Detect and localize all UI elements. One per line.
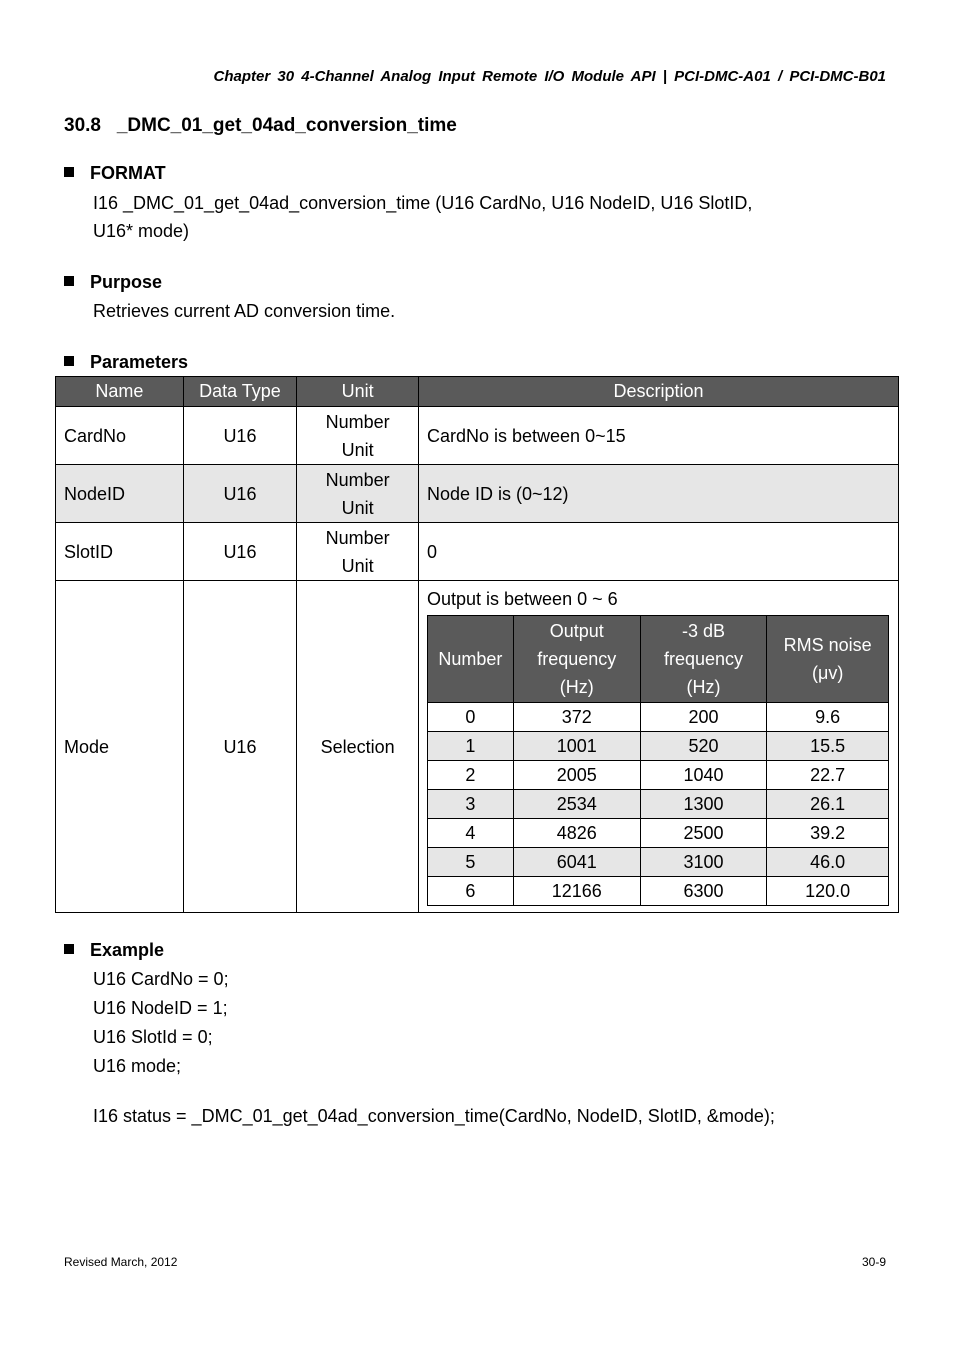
bullet-square-icon — [64, 944, 74, 954]
param-unit: Selection — [297, 581, 419, 913]
footer-page-number: 30-9 — [861, 1255, 886, 1269]
param-name: CardNo — [56, 407, 184, 465]
parameters-table — [55, 376, 899, 913]
mode-column-number: Number — [427, 616, 513, 703]
section-function-name: _DMC_01_get_04ad_conversion_time — [116, 115, 457, 136]
column-header-unit: Unit — [297, 377, 419, 407]
mode-header-row — [427, 616, 888, 703]
bullet-square-icon — [64, 276, 74, 286]
parameters-header-row — [56, 377, 899, 407]
table-row — [56, 465, 899, 523]
purpose-heading: Purpose — [64, 272, 162, 293]
column-header-data-type: Data Type — [183, 377, 297, 407]
format-line: I16 _DMC_01_get_04ad_conversion_time (U16 CardNo, U16 NodeID, U16 SlotID, — [93, 193, 753, 213]
table-row: 1 1001 520 15.5 — [427, 732, 888, 761]
example-line: U16 NodeID = 1; — [93, 998, 228, 1018]
example-heading: Example — [64, 940, 164, 961]
table-row: 2 2005 1040 22.7 — [427, 761, 888, 790]
column-header-description: Description — [418, 377, 898, 407]
param-name: NodeID — [56, 465, 184, 523]
table-row — [56, 523, 899, 581]
format-signature — [93, 189, 752, 245]
table-row: 0 372 200 9.6 — [427, 703, 888, 732]
table-row: 6 12166 6300 120.0 — [427, 877, 888, 906]
mode-column-output-frequency: Output frequency (Hz) — [513, 616, 640, 703]
table-row: 3 2534 1300 26.1 — [427, 790, 888, 819]
format-line: U16* mode) — [93, 221, 190, 241]
column-header-name: Name — [56, 377, 184, 407]
example-line: U16 CardNo = 0; — [93, 969, 229, 989]
param-type: U16 — [183, 407, 297, 465]
mode-table — [427, 615, 889, 906]
param-description: Node ID is (0~12) — [418, 465, 898, 523]
mode-column-3db-frequency: -3 dB frequency (Hz) — [640, 616, 767, 703]
param-type: U16 — [183, 523, 297, 581]
example-line: U16 SlotId = 0; — [93, 1027, 213, 1047]
example-call: I16 status = _DMC_01_get_04ad_conversion_time(CardNo, NodeID, SlotID, &mode); — [93, 1106, 775, 1126]
param-description: CardNo is between 0~15 — [418, 407, 898, 465]
bullet-square-icon — [64, 356, 74, 366]
bullet-square-icon — [64, 167, 74, 177]
table-row — [56, 407, 899, 465]
section-number: 30.8 — [64, 115, 101, 136]
table-row: 4 4826 2500 39.2 — [427, 819, 888, 848]
param-name: Mode — [56, 581, 184, 913]
example-line: U16 mode; — [93, 1056, 182, 1076]
purpose-text: Retrieves current AD conversion time. — [93, 301, 396, 321]
format-heading: FORMAT — [64, 163, 166, 184]
footer-revision: Revised March, 2012 — [64, 1255, 178, 1269]
page-header: Chapter 30 4-Channel Analog Input Remote I/O Module API | PCI-DMC-A01 / PCI-DMC-B01 — [213, 68, 886, 85]
param-type: U16 — [183, 581, 297, 913]
param-description: 0 — [418, 523, 898, 581]
table-row-mode — [56, 581, 899, 913]
param-name: SlotID — [56, 523, 184, 581]
param-description — [418, 581, 898, 913]
param-unit: Number Unit — [297, 407, 419, 465]
mode-column-rms-noise: RMS noise (μv) — [767, 616, 889, 703]
example-code — [93, 965, 229, 1081]
param-unit: Number Unit — [297, 523, 419, 581]
mode-intro: Output is between 0 ~ 6 — [426, 589, 618, 609]
param-unit: Number Unit — [297, 465, 419, 523]
parameters-heading: Parameters — [64, 352, 188, 373]
param-type: U16 — [183, 465, 297, 523]
section-title — [64, 115, 457, 137]
table-row: 5 6041 3100 46.0 — [427, 848, 888, 877]
